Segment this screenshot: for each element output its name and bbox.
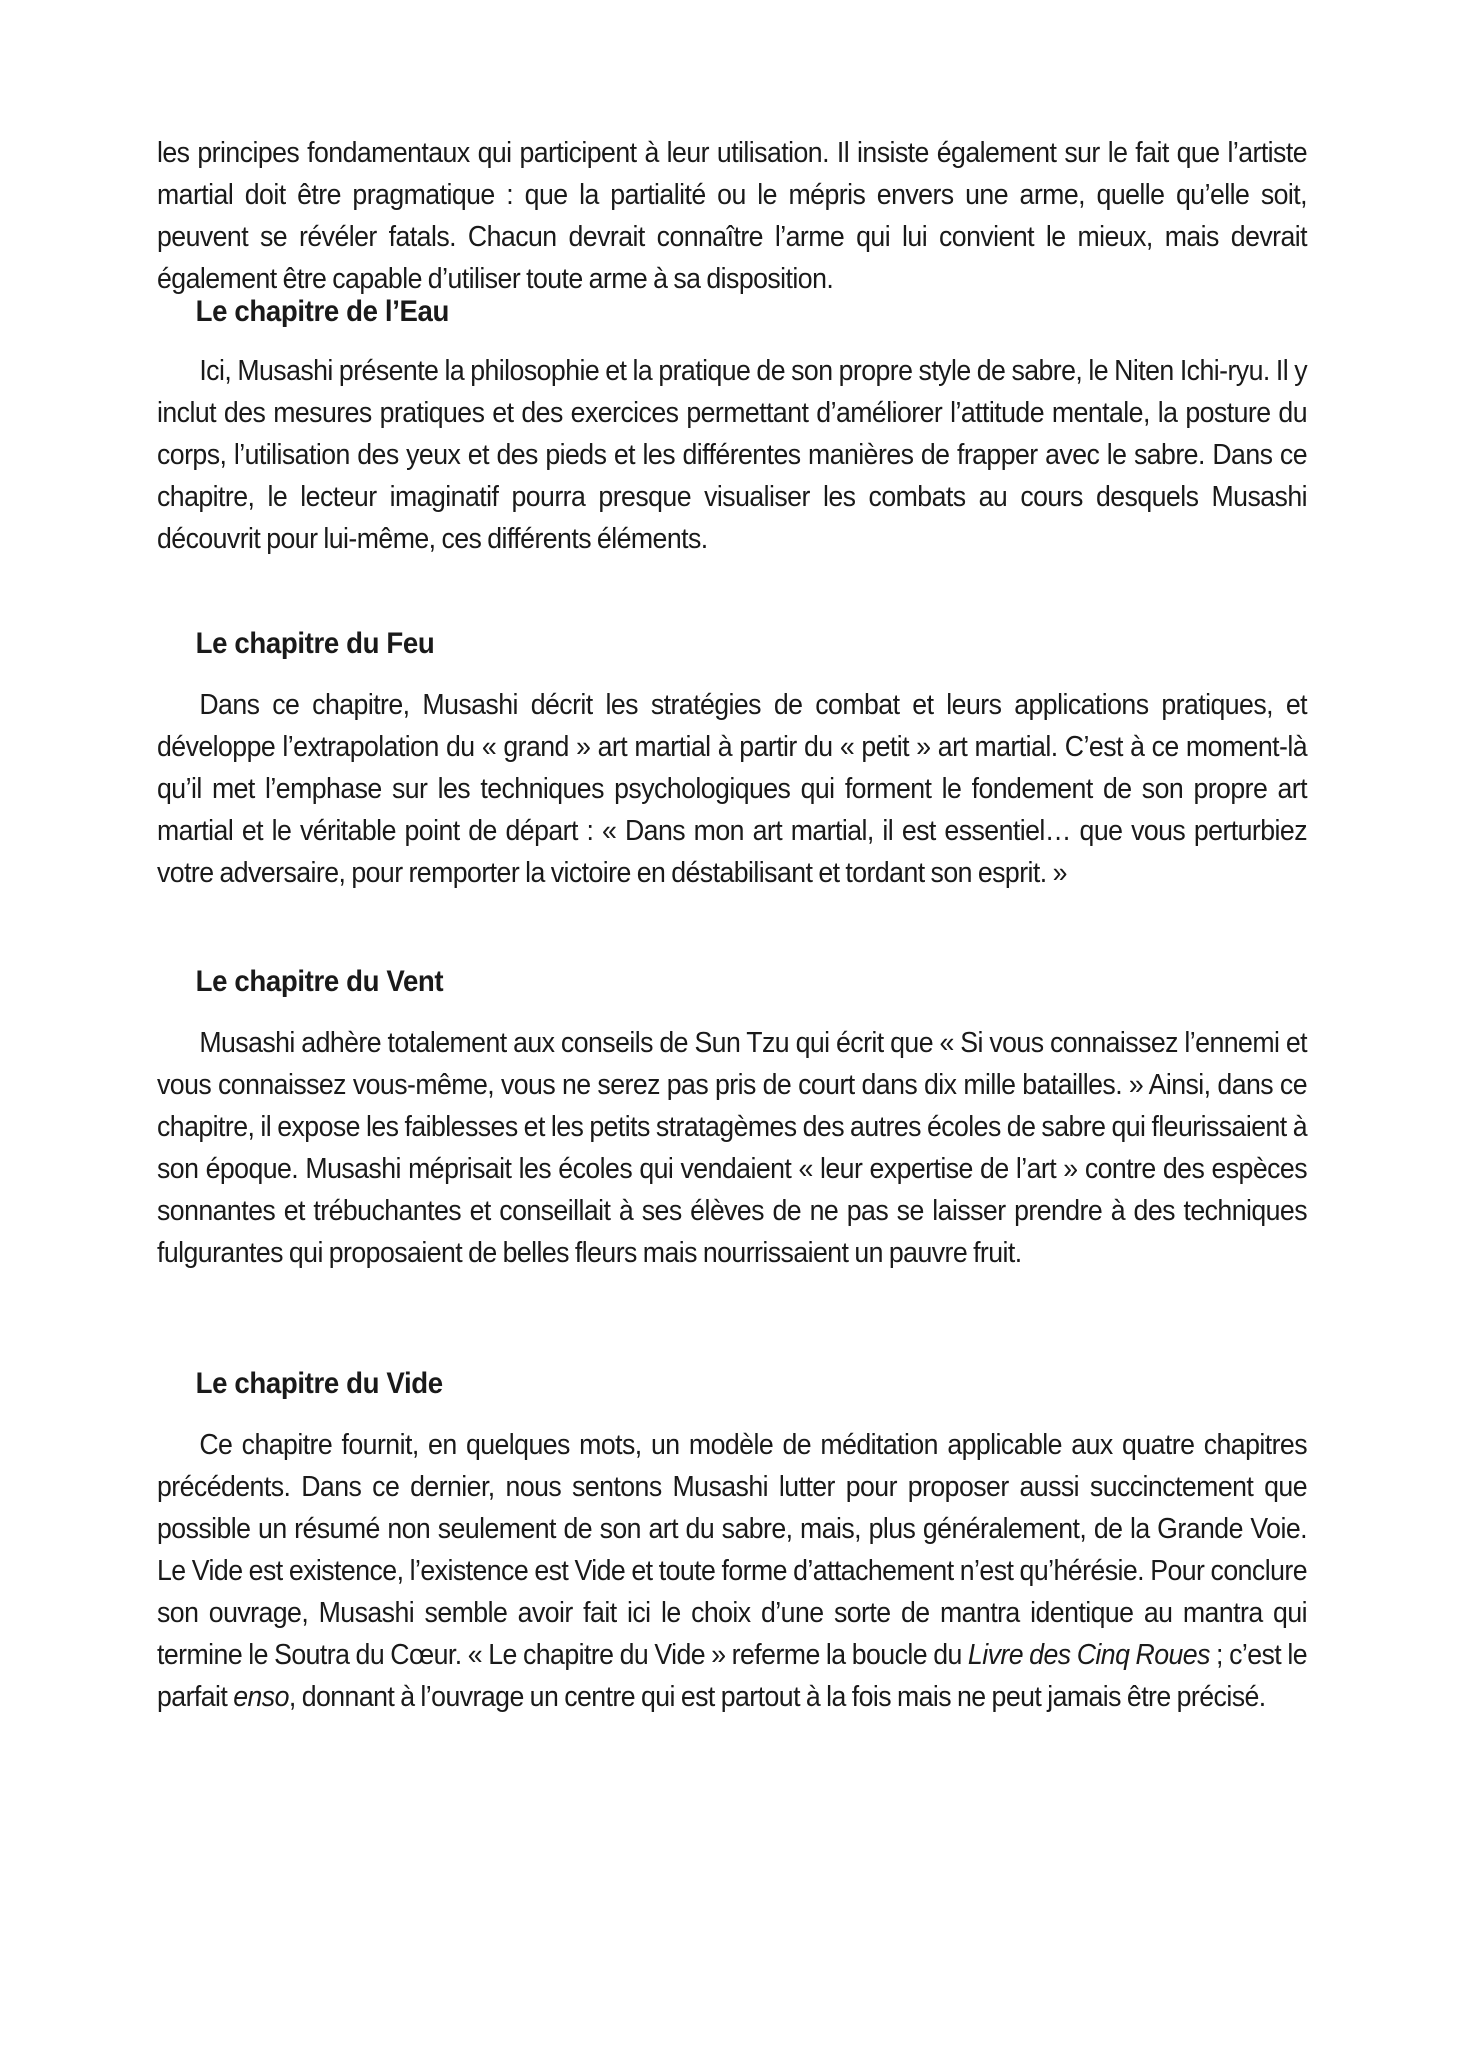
- section-heading-eau: Le chapitre de l’Eau: [195, 295, 450, 328]
- section-body-feu: Dans ce chapitre, Musashi décrit les stratégies de combat et leurs applications pratiques, et développe l’extrapolation du « grand » art martial à partir du « petit » art martial. C’est à ce moment-là qu’il met l’emphase sur les techniques psychologiques qui forment le fondement de son propre art martial et le véritable point de départ : « Dans mon art martial, il est essentiel… que vous perturbiez votre adversaire, pour remporter la victoire en déstabilisant et tordant son esprit. »: [157, 689, 1307, 889]
- section-body-vide: [157, 1424, 1307, 1718]
- section-vide: [157, 1364, 1307, 1718]
- book-title-italic: Livre des Cinq Roues: [967, 1639, 1210, 1671]
- section-heading-vide: Le chapitre du Vide: [195, 1367, 443, 1400]
- body-text: ; c’est le parfait: [157, 1639, 1307, 1713]
- intro-paragraph: les principes fondamentaux qui participent à leur utilisation. Il insiste également sur le fait que l’artiste martial doit être pragmatique : que la partialité ou le mépris envers une arme, quelle qu’elle soit, peuvent se révéler fatals. Chacun devrait connaître l’arme qui lui convient le mieux, mais devrait également être capable d’utiliser toute arme à sa disposition.: [157, 137, 1307, 295]
- section-eau: [157, 292, 1307, 560]
- intro-section: [157, 132, 1307, 300]
- section-heading-vent: Le chapitre du Vent: [195, 965, 444, 998]
- section-body-vent: Musashi adhère totalement aux conseils de Sun Tzu qui écrit que « Si vous connaissez l’ennemi et vous connaissez vous-même, vous ne serez pas pris de court dans dix mille batailles. » Ainsi, dans ce chapitre, il expose les faiblesses et les petits stratagèmes des autres écoles de sabre qui fleurissaient à son époque. Musashi méprisait les écoles qui vendaient « leur expertise de l’art » contre des espèces sonnantes et trébuchantes et conseillait à ses élèves de ne pas se laisser prendre à des techniques fulgurantes qui proposaient de belles fleurs mais nourrissaient un pauvre fruit.: [157, 1027, 1307, 1269]
- body-text: Ce chapitre fournit, en quelques mots, un modèle de méditation applicable aux quatre chapitres précédents. Dans ce dernier, nous sentons Musashi lutter pour proposer aussi succinctement que possible un résumé non seulement de son art du sabre, mais, plus généralement, de la Grande Voie. Le Vide est existence, l’existence est Vide et toute forme d’attachement n’est qu’hérésie. Pour conclure son ouvrage, Musashi semble avoir fait ici le choix d’une sorte de mantra identique au mantra qui termine le Soutra du Cœur. « Le chapitre du Vide » referme la boucle du: [157, 1429, 1307, 1671]
- section-body-eau: Ici, Musashi présente la philosophie et la pratique de son propre style de sabre, le Niten Ichi-ryu. Il y inclut des mesures pratiques et des exercices permettant d’améliorer l’attitude mentale, la posture du corps, l’utilisation des yeux et des pieds et les différentes manières de frapper avec le sabre. Dans ce chapitre, le lecteur imaginatif pourra presque visualiser les combats au cours desquels Musashi découvrit pour lui-même, ces différents éléments.: [157, 355, 1307, 555]
- body-text: , donnant à l’ouvrage un centre qui est partout à la fois mais ne peut jamais être précisé.: [288, 1681, 1266, 1713]
- section-feu: [157, 624, 1307, 894]
- section-heading-feu: Le chapitre du Feu: [195, 627, 435, 660]
- section-vent: [157, 962, 1307, 1274]
- enso-italic: enso: [233, 1681, 289, 1713]
